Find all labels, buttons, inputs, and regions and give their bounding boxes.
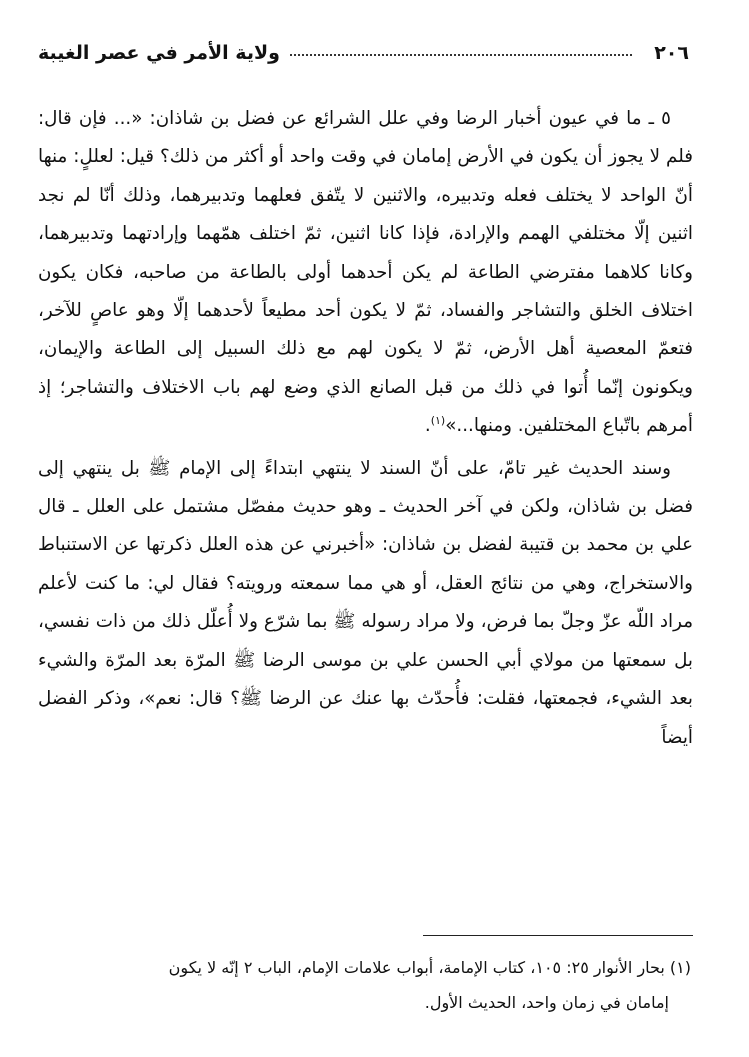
footnote xyxy=(38,950,691,1020)
footnote-separator xyxy=(423,935,693,936)
paragraph-text: وسند الحديث غير تامّ، على أنّ السند لا ينتهي ابتداءً إلى الإمام ﷺ بل ينتهي إلى فضل بن شاذان، ولكن في آخر الحديث ـ وهو حديث مفصّل مشتمل على العلل ـ قال علي بن محمد بن قتيبة لفضل بن شاذان: «أخبرني عن هذه العلل ذكرتها عن الاستنباط والاستخراج، وهي من نتائج العقل، أو هي مما سمعته ورويته؟ فقال لي: ما كنت لأعلم مراد اللّه عزّ وجلّ بما فرض، ولا مراد رسوله ﷺ بما شرّع ولا أُعلّل ذلك من ذات نفسي، بل سمعتها من مولاي أبي الحسن علي بن موسى الرضا ﷺ المرّة بعد المرّة والشيء بعد الشيء، فجمعتها، فقلت: فأُحدّث بها عنك عن الرضا ﷺ؟ قال: نعم»، وذكر الفضل أيضاً xyxy=(38,457,693,748)
running-title: ولاية الأمر في عصر الغيبة xyxy=(38,42,280,64)
header-dotted-leader xyxy=(290,54,632,56)
running-header xyxy=(38,38,689,68)
footnote-line-1: (١) بحار الأنوار ٢٥: ١٠٥، كتاب الإمامة، أبواب علامات الإمام، الباب ٢ إنّه لا يكون xyxy=(168,958,691,977)
page-number: ٢٠٦ xyxy=(654,42,689,64)
paragraph-chain-discussion xyxy=(38,450,693,757)
paragraph-hadith-quote: ٥ ـ ما في عيون أخبار الرضا وفي علل الشرائع عن فضل بن شاذان: «... فإن قال: فلم لا يجوز أن يكون في الأرض إمامان في وقت واحد أو أكثر من ذلك؟ قيل: لعللٍ: منها أنّ الواحد لا يختلف فعله وتدبيره، والاثنين لا يتّفق فعلهما وتدبيرهما، وذلك أنّا لم نجد اثنين إلّا مختلفي الهمم والإرادة، فإذا كانا اثنين، ثمّ اختلف همّهما وإرادتهما وتدبيرهما، وكانا كلاهما مفترضي الطاعة لم يكن أحدهما أولى بالطاعة من صاحبه، فكان يكون اختلاف الخلق والتشاجر والفساد، ثمّ لا يكون أحد مطيعاً لأحدهما إلّا وهو عاصٍ للآخر، فتعمّ المعصية أهل الأرض، ثمّ لا يكون لهم مع ذلك السبيل إلى الطاعة والإيمان، ويكونون إنّما أُتوا في ذلك من قبل الصانع الذي وضع لهم باب الاختلاف والتشاجر؛ إذ أمرهم باتّباع المختلفين. ومنها...»$^{(١)}$. xyxy=(38,108,693,437)
footnote-reference: (١) xyxy=(430,414,446,428)
paragraph-text: ٥ ـ ما في عيون أخبار الرضا وفي علل الشرائع عن فضل بن شاذان: «... فإن قال: فلم لا يجوز أن يكون في الأرض إمامان في وقت واحد أو أكثر من ذلك؟ قيل: لعللٍ: منها أنّ الواحد لا يختلف فعله وتدبيره، والاثنين لا يتّفق فعلهما وتدبيرهما، وذلك أنّا لم نجد اثنين إلّا مختلفي الهمم والإرادة، فإذا كانا اثنين، ثمّ اختلف همّهما وإرادتهما وتدبيرهما، وكانا كلاهما مفترضي الطاعة لم يكن أحدهما أولى بالطاعة من صاحبه، فكان يكون اختلاف الخلق والتشاجر والفساد، ثمّ لا يكون أحد مطيعاً لأحدهما إلّا وهو عاصٍ للآخر، فتعمّ المعصية أهل الأرض، ثمّ لا يكون لهم مع ذلك السبيل إلى الطاعة والإيمان، ويكونون إنّما أُتوا في ذلك من قبل الصانع الذي وضع لهم باب الاختلاف والتشاجر؛ إذ أمرهم باتّباع المختلفين. ومنها...» xyxy=(38,108,693,437)
footnote-line-2: إمامان في زمان واحد، الحديث الأول. xyxy=(424,993,669,1012)
main-text xyxy=(38,100,693,757)
